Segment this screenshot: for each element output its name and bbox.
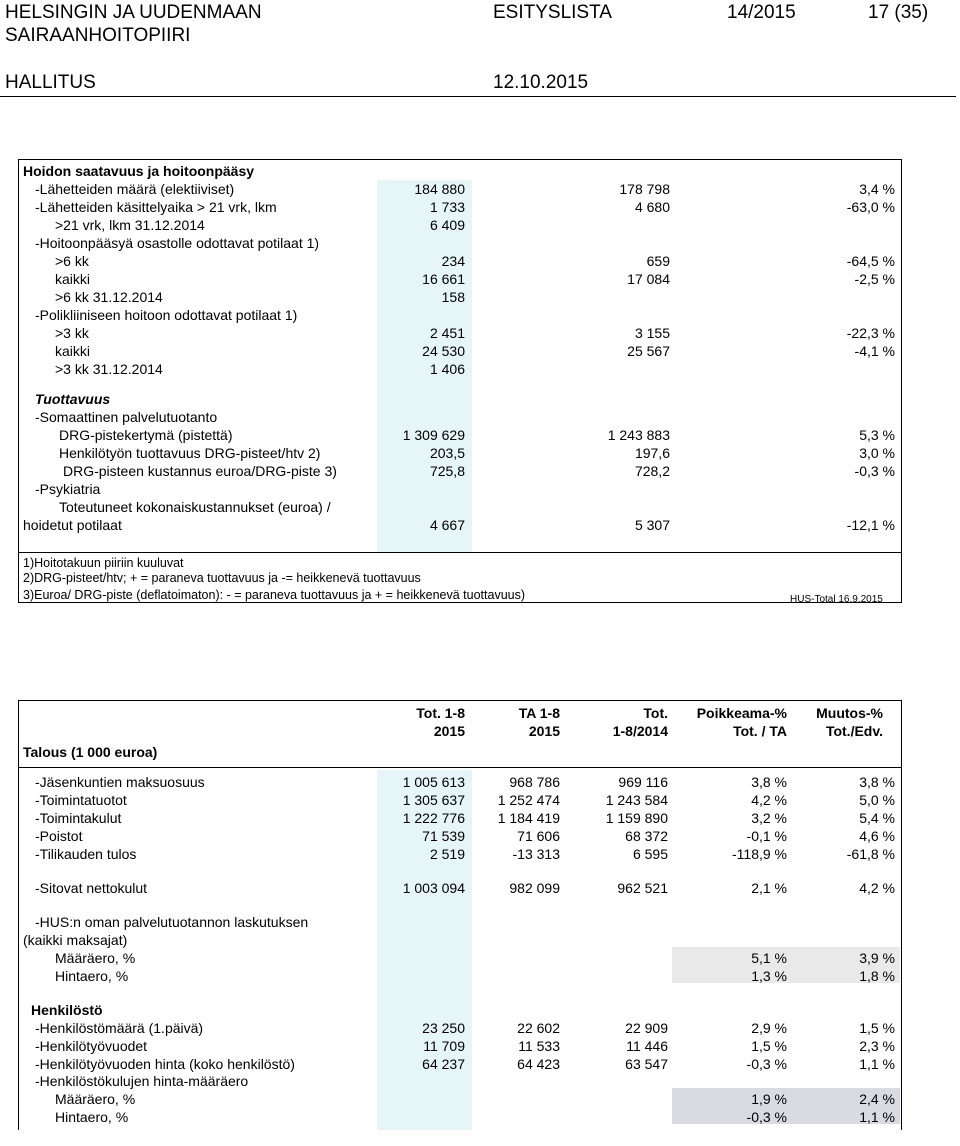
talous-row-label: -Tilikauden tulos [35, 846, 137, 862]
henk-hinta-row-deviation: 1,9 % [751, 1091, 787, 1107]
talous-row-value: 1 252 474 [497, 792, 560, 808]
table1-row2-label: Henkilötyön tuottavuus DRG-pisteet/htv 2) [59, 445, 321, 461]
table1-row2-label: DRG-pisteen kustannus euroa/DRG-piste 3) [63, 463, 337, 479]
henk-hinta-row-label: Määräero, % [55, 1091, 136, 1107]
talous-row-value: 3,2 % [751, 810, 787, 826]
sitovat-row-value: 962 521 [617, 880, 668, 896]
table1-row2-label: -Somaattinen palvelutuotanto [35, 409, 218, 425]
hus-row-label: Hintaero, % [55, 968, 129, 984]
table1-row2-cell-2014: 197,6 [634, 445, 670, 461]
table1-row2-cell-2014: 1 243 883 [607, 427, 670, 443]
table1-row-label: >3 kk [55, 325, 89, 341]
table1-row2-cell-change: -12,1 % [846, 517, 895, 533]
org-name-line1: HELSINGIN JA UUDENMAAN [5, 2, 262, 23]
table1-cell-2015: 1 733 [429, 199, 465, 215]
talous-row-value: 5,0 % [859, 792, 895, 808]
henk-row-value: -0,3 % [746, 1056, 787, 1072]
table1-row2-cell-change: 3,0 % [859, 445, 895, 461]
talous-row-value: -0,1 % [746, 828, 787, 844]
talous-row-value: 4,6 % [859, 828, 895, 844]
talous-row-label: -Jäsenkuntien maksuosuus [35, 774, 205, 790]
doc-type: ESITYSLISTA [493, 2, 612, 23]
talous-row-value: 968 786 [509, 774, 560, 790]
table1-row-label: kaikki [55, 271, 91, 287]
table1-row2-label: DRG-pistekertymä (pistettä) [59, 427, 233, 443]
table1-cell-2015: 16 661 [422, 271, 465, 287]
talous-row-value: 1 005 613 [402, 774, 465, 790]
table1-title: Hoidon saatavuus ja hoitoonpääsy [23, 163, 255, 179]
henk-row-value: 1,5 % [751, 1038, 787, 1054]
talous-row-value: 3,8 % [859, 774, 895, 790]
table2-col-header: Muutos-% [816, 705, 883, 721]
sitovat-row-value: 2,1 % [751, 880, 787, 896]
table1-row-label: -Lähetteiden käsittelyaika > 21 vrk, lkm [35, 199, 277, 215]
table1-row-label: >3 kk 31.12.2014 [55, 361, 163, 377]
table1-cell-2015: 234 [441, 253, 465, 269]
henk-row-label: -Henkilötyövuoden hinta (koko henkilöstö) [35, 1056, 295, 1072]
talous-row-value: 1 305 637 [402, 792, 465, 808]
henk-hinta-row-deviation: -0,3 % [746, 1109, 787, 1125]
talous-row-value: 1 184 419 [497, 810, 560, 826]
henk-row-label: -Henkilöstömäärä (1.päivä) [35, 1020, 204, 1036]
table2-header-divider [18, 767, 902, 768]
org-name-line2: SAIRAANHOITOPIIRI [5, 25, 191, 46]
table2-col-header: Tot. 1-8 [416, 705, 465, 721]
talous-row-value: 1 243 584 [605, 792, 668, 808]
sitovat-row-value: 1 003 094 [402, 880, 465, 896]
page-number: 17 (35) [868, 2, 929, 23]
table1-cell-change: 3,4 % [859, 181, 895, 197]
table1-cell-2015: 24 530 [422, 343, 465, 359]
henk-hinta-label: -Henkilöstökulujen hinta-määräero [35, 1073, 249, 1089]
talous-row-value: 3,8 % [751, 774, 787, 790]
table1-row2-cell-2014: 5 307 [634, 517, 670, 533]
talous-row-value: -118,9 % [732, 846, 787, 862]
table1-cell-2015: 6 409 [429, 217, 465, 233]
hus-row-change: 3,9 % [859, 950, 895, 966]
henk-row-value: 1,5 % [859, 1020, 895, 1036]
talous-row-value: 5,4 % [859, 810, 895, 826]
table1-cell-2015: 2 451 [429, 325, 465, 341]
table1-cell-change: -22,3 % [846, 325, 895, 341]
table1-row-label: -Lähetteiden määrä (elektiiviset) [35, 181, 235, 197]
table1-row2-cell-2014: 728,2 [634, 463, 670, 479]
table1-cell-2014: 4 680 [634, 199, 670, 215]
table2-col-header-sub: Tot. / TA [733, 723, 787, 739]
talous-row-value: -13 313 [512, 846, 560, 862]
henk-hinta-row-change: 2,4 % [859, 1091, 895, 1107]
table1-row-label: >6 kk 31.12.2014 [55, 289, 163, 305]
talous-row-label: -Toimintatuotot [35, 792, 127, 808]
table1-row2-cell-2015: 1 309 629 [402, 427, 465, 443]
sitovat-row-value: 982 099 [509, 880, 560, 896]
table2-col-header-sub: 2015 [433, 723, 465, 739]
table1-cell-2015: 158 [441, 289, 465, 305]
source-note: HUS-Total 16.9.2015 [790, 594, 883, 605]
hus-row-change: 1,8 % [859, 968, 895, 984]
doc-number: 14/2015 [727, 2, 796, 23]
talous-row-value: 1 222 776 [402, 810, 465, 826]
table2-col-header-sub: 1-8/2014 [612, 723, 668, 739]
section-tuottavuus-title: Tuottavuus [35, 391, 111, 407]
henk-hinta-row-change: 1,1 % [859, 1109, 895, 1125]
henk-row-value: 11 709 [423, 1038, 465, 1054]
table1-row2-cell-2015: 725,8 [429, 463, 465, 479]
footnote-3: 3)Euroa/ DRG-piste (deflatoimaton): - = paraneva tuottavuus ja + = heikkenevä tuottavuus) [23, 588, 526, 602]
henk-row-value: 64 423 [517, 1056, 560, 1072]
talous-row-label: -Poistot [35, 828, 83, 844]
table1-cell-2014: 178 798 [619, 181, 670, 197]
table1-cell-2014: 17 084 [627, 271, 670, 287]
henkilosto-title: Henkilöstö [31, 1002, 103, 1018]
table1-row-label: -Hoitoonpääsyä osastolle odottavat potilaat 1) [35, 235, 320, 251]
table1-row2-cell-2015: 203,5 [429, 445, 465, 461]
talous-row-value: 71 606 [517, 828, 560, 844]
talous-row-value: 1 159 890 [605, 810, 668, 826]
talous-row-value: -61,8 % [846, 846, 895, 862]
henk-hinta-row-label: Hintaero, % [55, 1109, 129, 1125]
henk-row-value: 2,3 % [859, 1038, 895, 1054]
table1-row-label: >21 vrk, lkm 31.12.2014 [55, 217, 205, 233]
hus-row-label: Määräero, % [55, 950, 136, 966]
table2-col-header: Poikkeama-% [696, 705, 787, 721]
sitovat-row-value: 4,2 % [859, 880, 895, 896]
henk-row-value: 63 547 [625, 1056, 668, 1072]
hus-row-deviation: 1,3 % [751, 968, 787, 984]
table1-cell-change: -4,1 % [854, 343, 895, 359]
footnote-2: 2)DRG-pisteet/htv; + = paraneva tuottavuus ja -= heikkenevä tuottavuus [23, 571, 421, 585]
talous-row-value: 71 539 [422, 828, 465, 844]
table1-row2-label: -Psykiatria [35, 481, 101, 497]
talous-row-value: 6 595 [632, 846, 668, 862]
table2-col-header-sub: 2015 [528, 723, 560, 739]
hus-label-2: (kaikki maksajat) [23, 932, 128, 948]
talous-row-value: 4,2 % [751, 792, 787, 808]
board-name: HALLITUS [5, 72, 96, 93]
talous-row-label: -Toimintakulut [35, 810, 122, 826]
henk-row-value: 11 446 [626, 1038, 668, 1054]
henk-row-label: -Henkilötyövuodet [35, 1038, 148, 1054]
table1-cell-2015: 1 406 [429, 361, 465, 377]
table1-cell-change: -63,0 % [846, 199, 895, 215]
table1-cell-change: -64,5 % [846, 253, 895, 269]
table2-col-header: Tot. [643, 705, 668, 721]
henk-row-value: 23 250 [422, 1020, 465, 1036]
table1-row2-cell-2015: 4 667 [429, 517, 465, 533]
table1-row2-cell-change: -0,3 % [854, 463, 895, 479]
henk-row-value: 22 909 [625, 1020, 668, 1036]
table1-row2-cell-change: 5,3 % [859, 427, 895, 443]
table1-row-label: kaikki [55, 343, 91, 359]
talous-row-value: 969 116 [618, 774, 668, 790]
table1-row2-label: Toteutuneet kokonaiskustannukset (euroa) / [59, 499, 331, 515]
table1-row2-label: hoidetut potilaat [23, 517, 122, 533]
table2-title: Talous (1 000 euroa) [23, 744, 158, 760]
henk-row-value: 11 533 [518, 1038, 560, 1054]
table1-cell-2014: 25 567 [627, 343, 670, 359]
hus-row-deviation: 5,1 % [751, 950, 787, 966]
henk-row-value: 2,9 % [751, 1020, 787, 1036]
table1-row-label: -Polikliiniseen hoitoon odottavat potilaat 1) [35, 307, 298, 323]
hus-label-1: -HUS:n oman palvelutuotannon laskutuksen [35, 914, 309, 930]
header-divider [0, 96, 956, 97]
sitovat-row-label: -Sitovat nettokulut [35, 880, 148, 896]
footnote-1: 1)Hoitotakuun piiriin kuuluvat [23, 556, 184, 570]
table1-cell-change: -2,5 % [854, 271, 895, 287]
table1-cell-2014: 659 [646, 253, 670, 269]
table2-col-header-sub: Tot./Edv. [825, 723, 883, 739]
table1-row-label: >6 kk [55, 253, 89, 269]
table2-col-header: TA 1-8 [518, 705, 560, 721]
henk-row-value: 22 602 [517, 1020, 560, 1036]
talous-row-value: 2 519 [429, 846, 465, 862]
henk-row-value: 1,1 % [859, 1056, 895, 1072]
table1-cell-2014: 3 155 [634, 325, 670, 341]
meeting-date: 12.10.2015 [493, 72, 589, 93]
talous-row-value: 68 372 [625, 828, 668, 844]
table1-cell-2015: 184 880 [414, 181, 465, 197]
henk-row-value: 64 237 [422, 1056, 465, 1072]
